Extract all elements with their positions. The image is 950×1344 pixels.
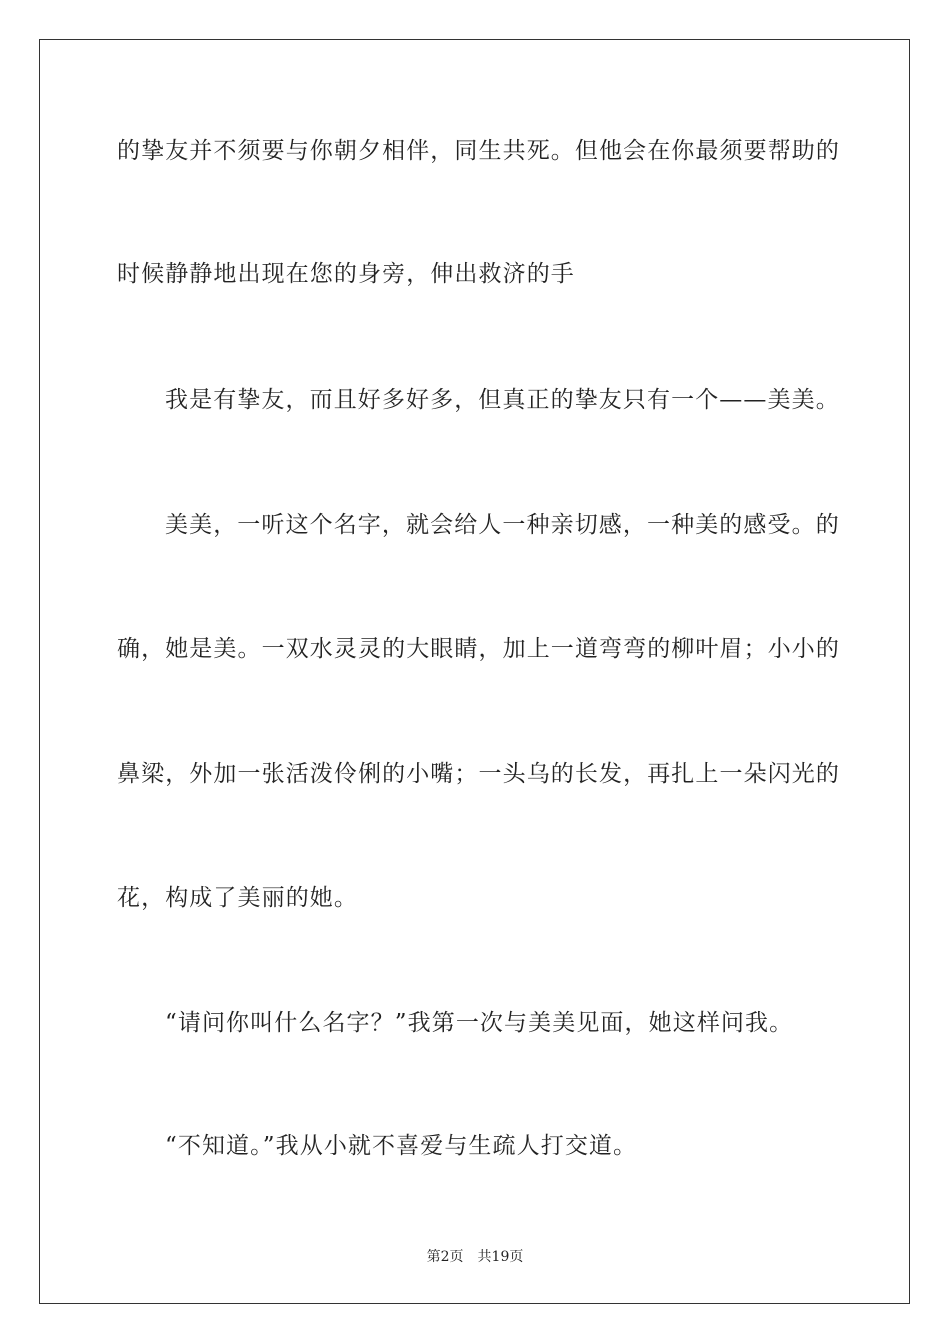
body-line-5: 确，她是美。一双水灵灵的大眼睛，加上一道弯弯的柳叶眉；小小的 xyxy=(117,636,840,662)
body-line-3: 我是有挚友，而且好多好多，但真正的挚友只有一个——美美。 xyxy=(165,387,840,413)
page-footer xyxy=(0,1248,950,1266)
page-number: 第2页 xyxy=(426,1249,464,1265)
page-frame xyxy=(39,39,910,1304)
body-line-1: 的挚友并不须要与你朝夕相伴，同生共死。但他会在你最须要帮助的 xyxy=(117,138,840,164)
body-line-8: “请问你叫什么名字？”我第一次与美美见面，她这样问我。 xyxy=(165,1010,794,1036)
body-line-7: 花，构成了美丽的她。 xyxy=(117,885,358,911)
body-line-2: 时候静静地出现在您的身旁，伸出救济的手 xyxy=(117,261,575,287)
body-line-9: “不知道。”我从小就不喜爱与生疏人打交道。 xyxy=(165,1133,638,1159)
body-line-4: 美美，一听这个名字，就会给人一种亲切感，一种美的感受。的 xyxy=(165,512,840,538)
body-line-6: 鼻梁，外加一张活泼伶俐的小嘴；一头乌的长发，再扎上一朵闪光的 xyxy=(117,761,840,787)
total-pages: 共19页 xyxy=(477,1249,524,1265)
